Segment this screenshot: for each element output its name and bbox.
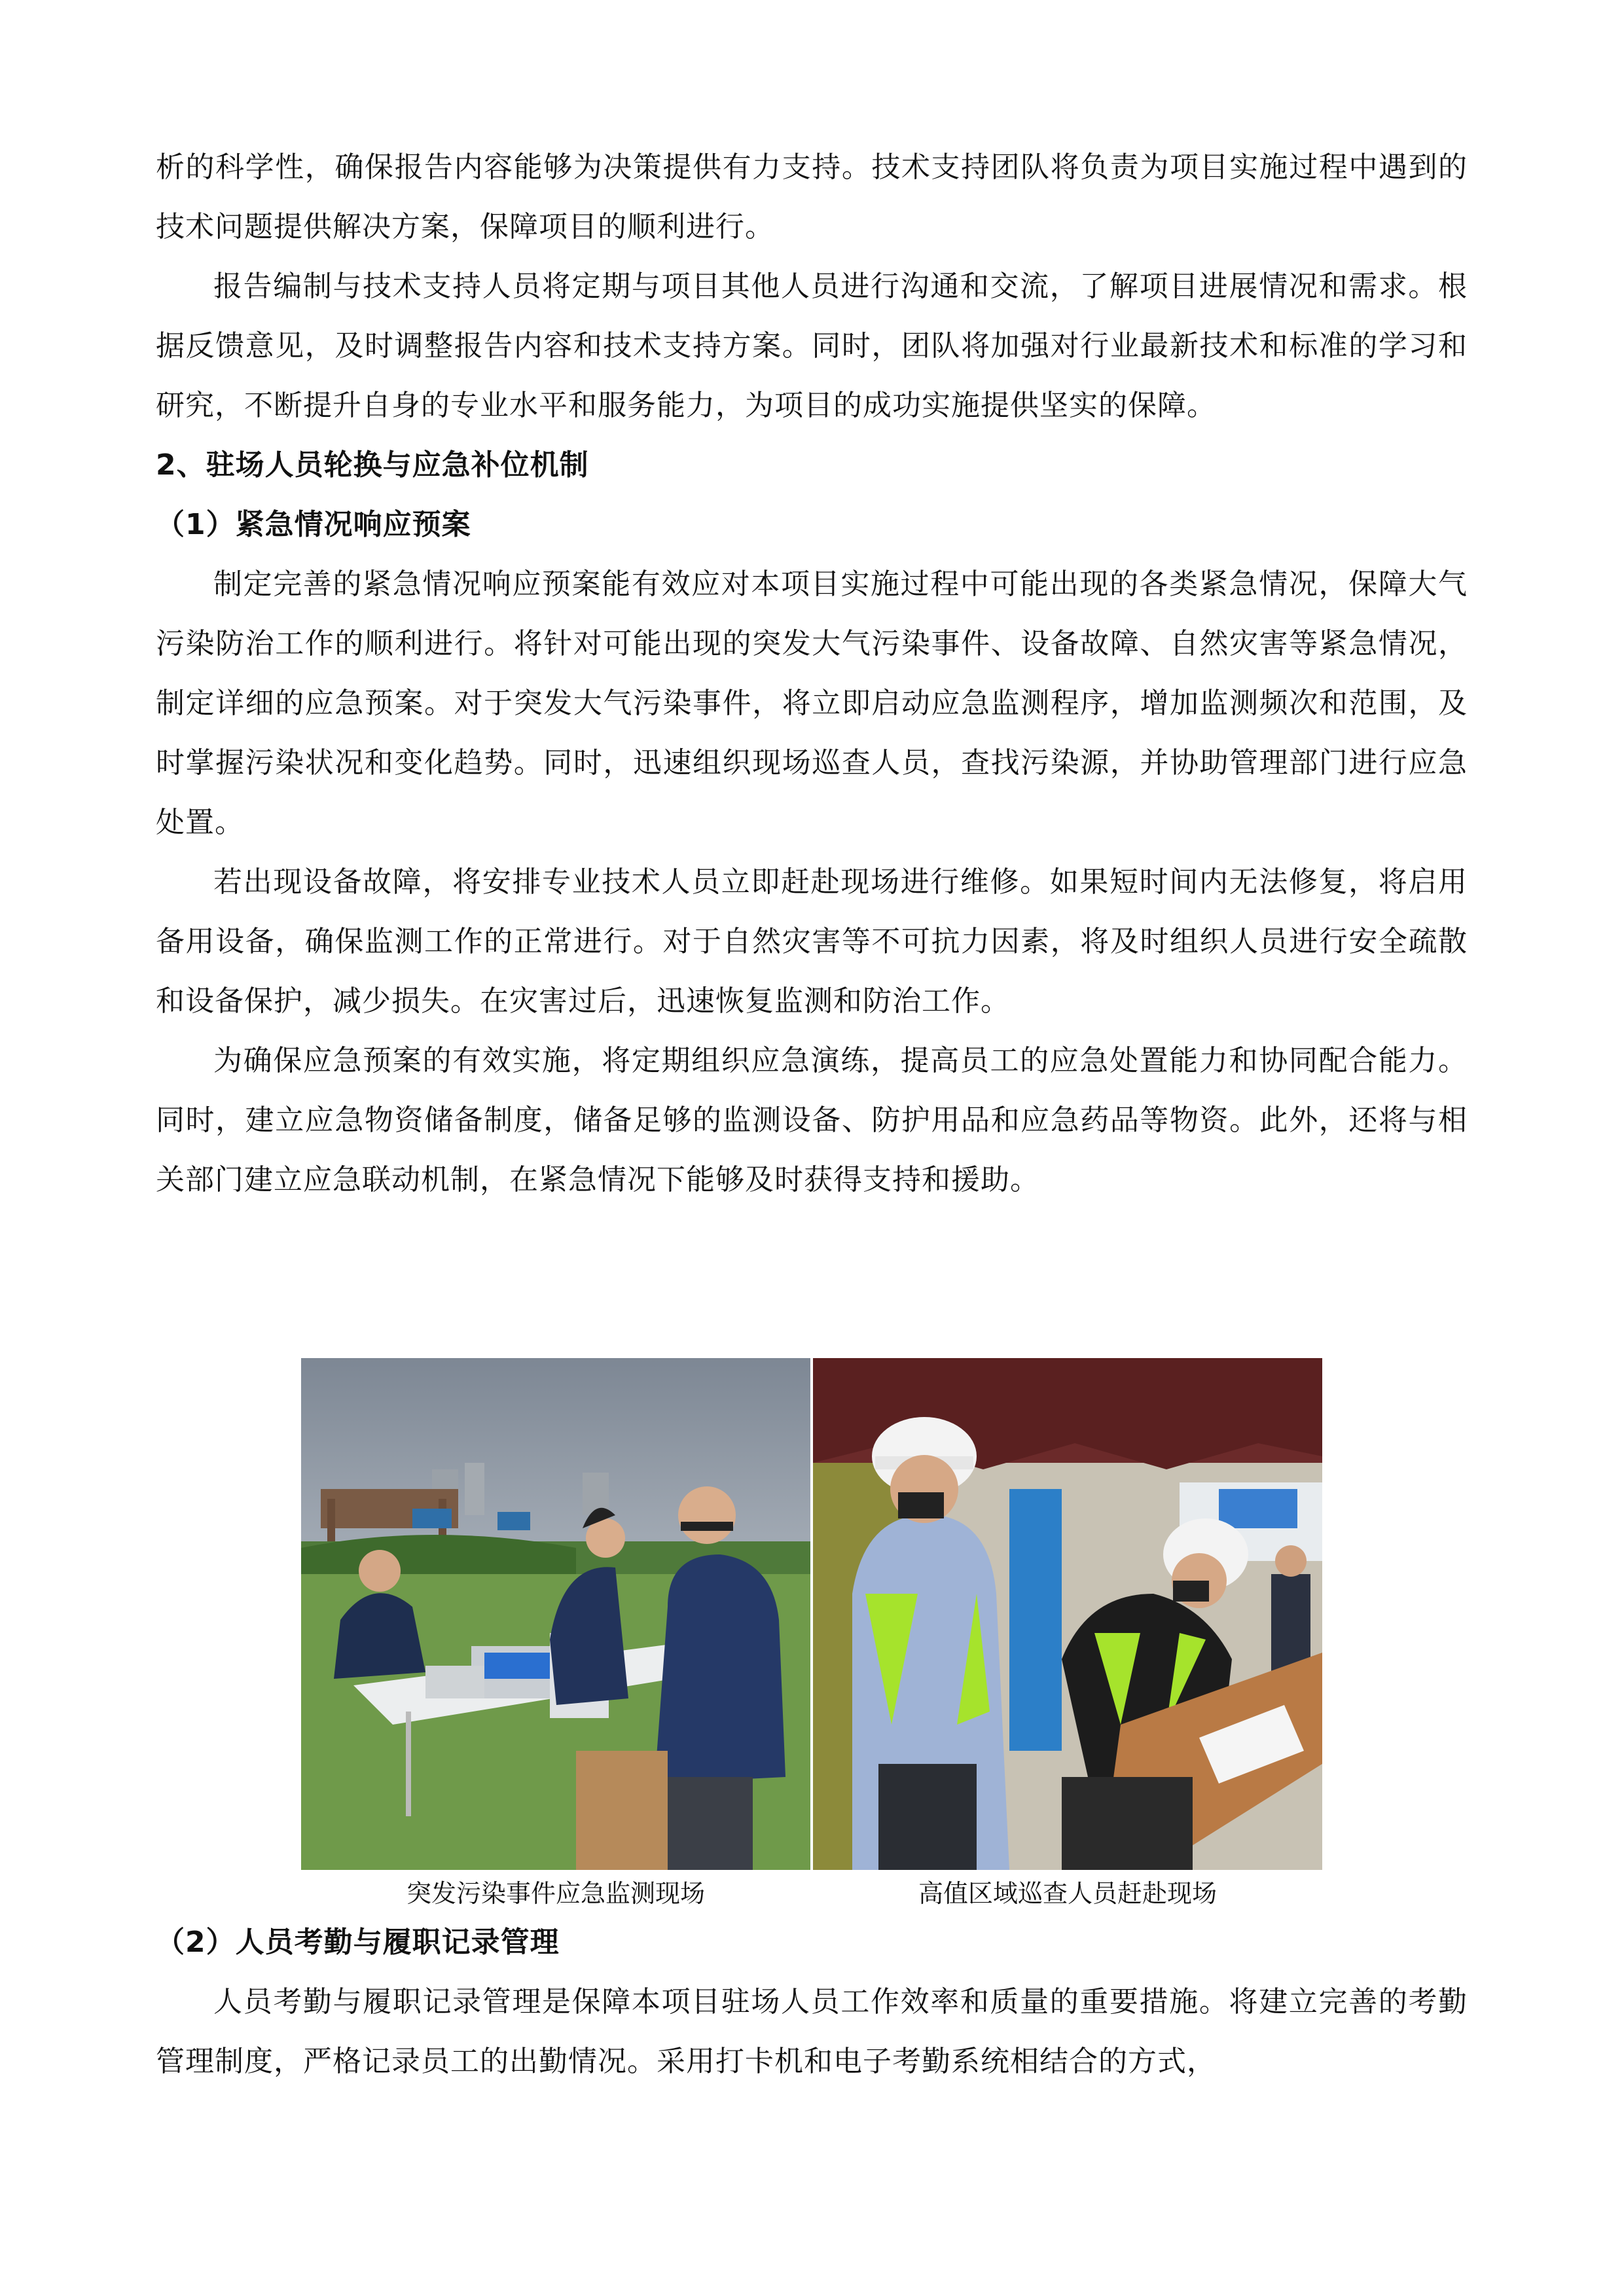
outdoor-monitoring-photo — [301, 1358, 810, 1870]
paragraph-continued: 析的科学性，确保报告内容能够为决策提供有力支持。技术支持团队将负责为项目实施过程中遇到的技术问题提供解决方案，保障项目的顺利进行。 — [156, 151, 1468, 243]
bottom-text-block — [156, 1912, 1468, 2091]
paragraph-equipment-failure: 若出现设备故障，将安排专业技术人员立即赶赴现场进行维修。如果短时间内无法修复，将启用备用设备，确保监测工作的正常进行。对于自然灾害等不可抗力因素，将及时组织人员进行安全疏散和设备保护，减少损失。在灾害过后，迅速恢复监测和防治工作。 — [156, 865, 1468, 1018]
subsection-2-title: （2）人员考勤与履职记录管理 — [156, 1926, 560, 1959]
paragraph-report-support: 报告编制与技术支持人员将定期与项目其他人员进行沟通和交流，了解项目进展情况和需求。根据反馈意见，及时调整报告内容和技术支持方案。同时，团队将加强对行业最新技术和标准的学习和研究，不断提升自身的专业水平和服务能力，为项目的成功实施提供坚实的保障。 — [156, 270, 1468, 422]
subsection-1-title: （1）紧急情况响应预案 — [156, 508, 471, 541]
paragraph-emergency-plan: 制定完善的紧急情况响应预案能有效应对本项目实施过程中可能出现的各类紧急情况，保障大气污染防治工作的顺利进行。将针对可能出现的突发大气污染事件、设备故障、自然灾害等紧急情况，制定详细的应急预案。对于突发大气污染事件，将立即启动应急监测程序，增加监测频次和范围，及时掌握污染状况和变化趋势。同时，迅速组织现场巡查人员，查找污染源，并协助管理部门进行应急处置。 — [156, 567, 1468, 839]
section-2-title: 2、驻场人员轮换与应急补位机制 — [156, 448, 589, 482]
figure-caption-right: 高值区域巡查人员赶赴现场 — [918, 1879, 1217, 1908]
figure-row — [301, 1358, 1322, 1922]
paragraph-attendance: 人员考勤与履职记录管理是保障本项目驻场人员工作效率和质量的重要措施。将建立完善的考勤管理制度，严格记录员工的出勤情况。采用打卡机和电子考勤系统相结合的方式， — [156, 1985, 1468, 2078]
top-text-block — [156, 137, 1468, 1210]
paragraph-emergency-drill: 为确保应急预案的有效实施，将定期组织应急演练，提高员工的应急处置能力和协同配合能力。同时，建立应急物资储备制度，储备足够的监测设备、防护用品和应急药品等物资。此外，还将与相关部门建立应急联动机制，在紧急情况下能够及时获得支持和援助。 — [156, 1044, 1468, 1196]
figure-caption-left: 突发污染事件应急监测现场 — [406, 1879, 705, 1908]
site-inspection-photo — [813, 1358, 1322, 1870]
